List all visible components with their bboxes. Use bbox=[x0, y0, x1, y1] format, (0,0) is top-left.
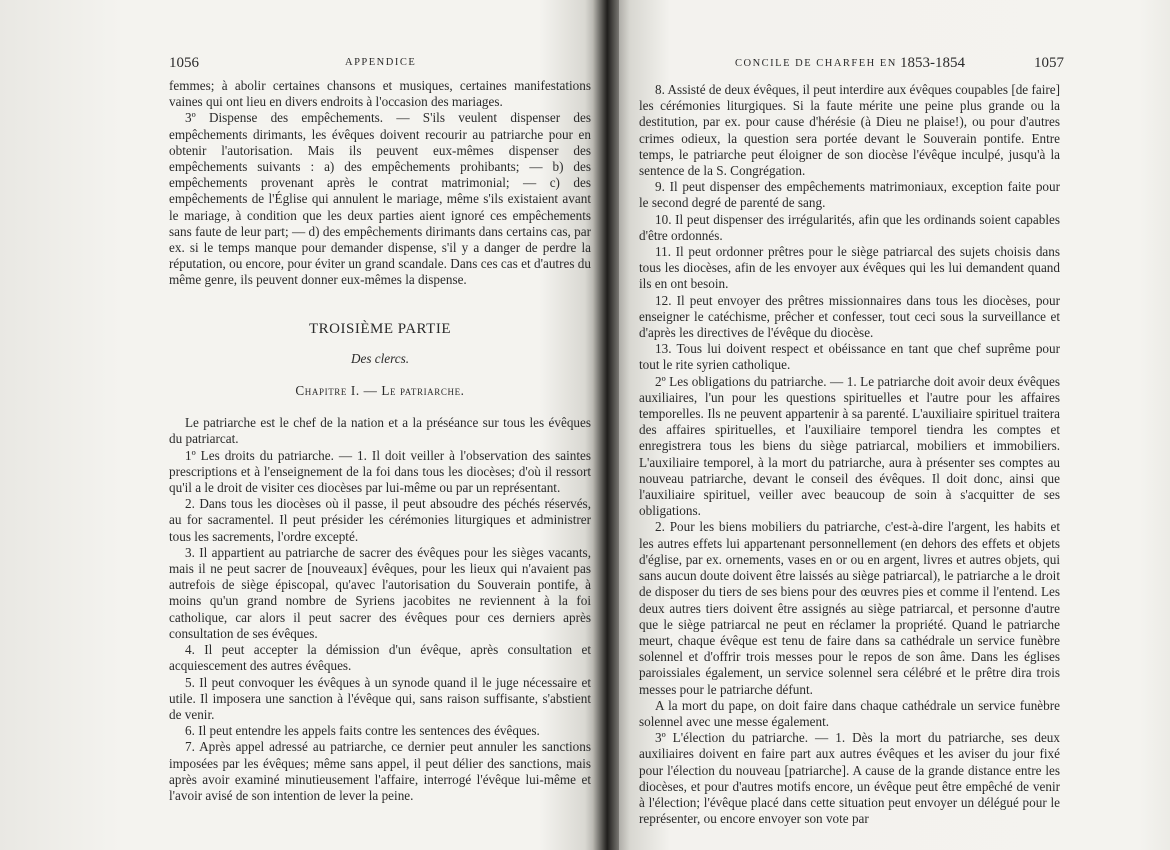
paragraph: Le patriarche est le chef de la nation et a la préséance sur tous les évêques du patriarcat. bbox=[169, 415, 591, 447]
paragraph: 2. Dans tous les diocèses où il passe, il peut absoudre des péchés réservés, au for sacramentel. Il peut présider les cérémonies liturgiques et administrer tous les sacrements, l'ordre excepté. bbox=[169, 496, 591, 544]
left-page-body bbox=[169, 78, 591, 804]
right-page-body bbox=[639, 82, 1060, 827]
part-subtitle: Des clercs. bbox=[350, 350, 410, 366]
paragraph: A la mort du pape, on doit faire dans chaque cathédrale un service funèbre solennel avec une messe également. bbox=[639, 697, 1060, 729]
paragraph: 3º Dispense des empêchements. — S'ils veulent dispenser des empêchements dirimants, les évêques doivent recourir au patriarche pour en obtenir l'autorisation. Mais ils peuvent eux-mêmes dispenser des empêchements suivants : a) des empêchements prohibants; — b) des empêchements provenant après le contrat matrimonial; — c) des empêchements de l'Église qui annulent le mariage, même s'ils existaient avant le mariage, à condition que les deux parties aient ignoré ces empêchements sans faute de leur part; — d) des empêchements dirimants dans certains cas, par ex. si le temps manque pour demander dispense, s'il y a danger de perdre la réputation, ou encore, pour éviter un grand scandale. Dans ces cas et d'autres du même genre, ils peuvent donner eux-mêmes la dispense. bbox=[169, 110, 591, 288]
page-number-right: 1057 bbox=[1034, 55, 1064, 71]
running-head-years: 1853-1854 bbox=[900, 55, 965, 71]
paragraph: femmes; à abolir certaines chansons et musiques, certaines manifestations vaines qui ont lieu en divers endroits à l'occasion des mariages. bbox=[169, 78, 591, 110]
running-head-left: APPENDICE bbox=[345, 57, 417, 68]
right-page bbox=[600, 0, 1170, 850]
part-title: TROISIÈME PARTIE bbox=[309, 320, 451, 337]
paragraph: 8. Assisté de deux évêques, il peut interdire aux évêques coupables [de faire] les cérémonies liturgiques. Si la faute mérite une peine plus grande ou la destitution, par ex. pour cause d'hérésie (à Dieu ne plaise!), ou pour d'autres crimes odieux, la question sera portée devant le Souverain pontife. Entre temps, le patriarche peut éloigner de son diocèse l'évêque inculpé, jusqu'à la sentence de la S. Congrégation. bbox=[639, 82, 1061, 179]
paragraph: 1º Les droits du patriarche. — 1. Il doit veiller à l'observation des saintes prescriptions et à l'enseignement de la foi dans tous les diocèses; d'où il ressort qu'il a le droit de visiter ces diocèses par lui-même ou par un représentant. bbox=[169, 447, 591, 496]
paragraph: 13. Tous lui doivent respect et obéissance en tant que chef suprême pour tout le rite syrien catholique. bbox=[639, 341, 1060, 373]
paragraph: 12. Il peut envoyer des prêtres missionnaires dans tous les diocèses, pour enseigner le catéchisme, prêcher et confesser, tout ceci sous la surveillance et d'après les directives de l'évêque du diocèse. bbox=[639, 292, 1060, 341]
page-number-left: 1056 bbox=[169, 55, 199, 71]
paragraph: 3. Il appartient au patriarche de sacrer des évêques pour les sièges vacants, mais il ne peut sacrer de [nouveaux] évêques, pour les lieux qui n'avaient pas autrefois de siège épiscopal, qu'avec l'autorisation du Souverain pontife, à moins qu'un grand nombre de Syriens jacobites ne reviennent à la foi catholique, car alors il peut sacrer des évêques pour ces derniers après consultation de ses évêques. bbox=[169, 544, 591, 641]
paragraph: 3º L'élection du patriarche. — 1. Dès la mort du patriarche, ses deux auxiliaires doivent en faire part aux autres évêques et les aviser du jour fixé pour l'élection du nouveau [patriarche]. A cause de la grande distance entre les diocèses, et pour d'autres motifs encore, un évêque peut être empêché de venir à l'élection; l'évêque placé dans cette situation peut envoyer un délégué pour le représenter, ou encore envoyer son vote par bbox=[639, 730, 1060, 827]
paragraph: 2. Pour les biens mobiliers du patriarche, c'est-à-dire l'argent, les habits et les autres effets lui appartenant personnellement (en dehors des effets et objets d'église, par ex. ornements, vases en or ou en argent, livres et autres objets, qui sans aucun doute doivent être laissés au siège patriarcal), le patriarche a le droit de disposer du tiers de ses biens pour des œuvres pies et comme il l'entend. Les deux autres tiers doivent être assignés au siège patriarcal, et personne d'autre que le siège patriarcal ne peut en réclamer la propriété. Quand le patriarche meurt, chaque évêque est tenu de faire dans sa cathédrale un service funèbre solennel et d'offrir trois messes pour le repos de son âme. Dans les églises paroissiales également, un service solennel sera célébré et le prêtre dira trois messes pour le patriarche défunt. bbox=[639, 519, 1060, 697]
paragraph: 11. Il peut ordonner prêtres pour le siège patriarcal des sujets choisis dans tous les diocèses, afin de les envoyer aux évêques qui les lui demandent quand ils en ont besoin. bbox=[639, 244, 1060, 292]
chapter-title: Chapitre I. — Le patriarche. bbox=[295, 383, 465, 399]
running-head-right: CONCILE DE CHARFEH EN bbox=[735, 58, 897, 69]
paragraph: 4. Il peut accepter la démission d'un évêque, après consultation et acquiescement des autres évêques. bbox=[169, 642, 591, 674]
paragraph: 7. Après appel adressé au patriarche, ce dernier peut annuler les sanctions imposées par les évêques; même sans appel, il peut délier des sanctions, mais après avoir examiné minutieusement l'affaire, interrogé l'évêque lui-même et l'avoir avisé de son intention de lever la peine. bbox=[169, 739, 591, 803]
paragraph: 10. Il peut dispenser des irrégularités, afin que les ordinands soient capables d'être ordonnés. bbox=[639, 211, 1060, 243]
paragraph: 5. Il peut convoquer les évêques à un synode quand il le juge nécessaire et utile. Il imposera une sanction à l'évêque qui, sans raison suffisante, s'abstient de venir. bbox=[169, 674, 591, 722]
paragraph: 2º Les obligations du patriarche. — 1. Le patriarche doit avoir deux évêques auxiliaires, l'un pour les questions spirituelles et l'autre pour les affaires temporelles. Ils ne peuvent appartenir à sa parenté. L'auxiliaire spirituel traitera des affaires spirituelles, et l'auxiliaire temporel tiendra les comptes et enregistrera tous les biens du siège patriarcal, mobiliers et immobiliers. L'auxiliaire temporel, à la mort du patriarche, aura à présenter ses comptes au nouveau patriarche, devant le conseil des évêques. Il doit donc, ainsi que l'auxiliaire spirituel, veiller avec beaucoup de soin à s'acquitter de ses obligations. bbox=[639, 373, 1060, 519]
paragraph: 6. Il peut entendre les appels faits contre les sentences des évêques. bbox=[185, 723, 540, 739]
paragraph: 9. Il peut dispenser des empêchements matrimoniaux, exception faite pour le second degré de parenté de sang. bbox=[639, 179, 1060, 211]
book-gutter bbox=[593, 0, 619, 850]
